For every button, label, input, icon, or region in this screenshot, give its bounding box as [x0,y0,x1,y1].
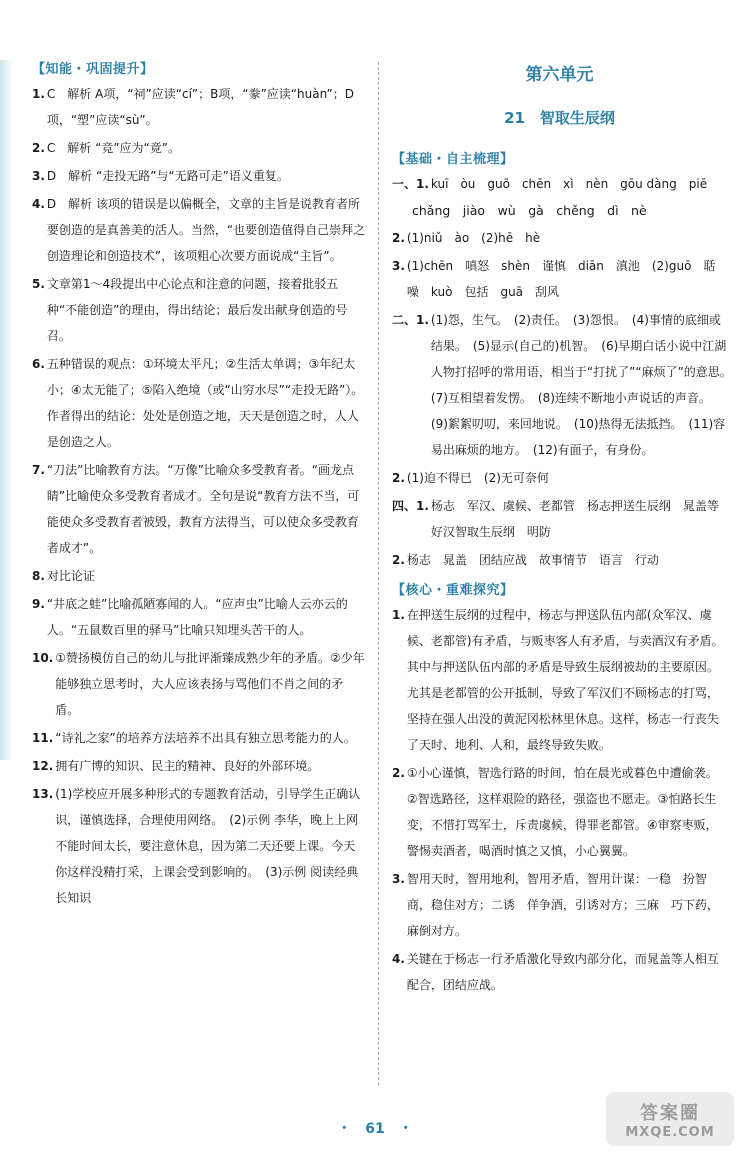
answer-text: (1)迫不得已 (2)无可奈何 [406,471,549,485]
watermark-url: MXQE.COM [625,1124,715,1140]
basics-answer-list [392,225,738,573]
answer-text: D 解析 “走投无路”与“无路可走”语义重复。 [46,169,289,183]
answer-text: 杨志 晁盖 团结应战 故事情节 语言 行动 [406,553,659,567]
answer-text: (1)chēn 嗔怒 shèn 谨慎 diān 滇池 (2)guō 聒噪 kuò 包括 guā 刮风 [406,259,716,299]
answer-item [32,591,367,643]
answer-number: 一、1. [392,177,429,191]
answer-number: 2. [32,141,45,155]
answer-item [32,781,367,911]
answer-text: 五种错误的观点：①环境太平凡；②生活太单调；③年纪太小；④太无能了；⑤陷入绝境（或“山穷水尽”“走投无路”）。作者得出的结论：处处是创造之地，天天是创造之时，人人是创造之人。 [46,357,364,449]
answer-number: 1. [392,608,405,622]
answer-text: 杨志 军汉、虞候、老都管 杨志押送生辰纲 晁盖等好汉智取生辰纲 明防 [430,499,719,539]
answer-text: “井底之蛙”比喻孤陋寡闻的人。“应声虫”比喻人云亦云的人。“五鼠数百里的驿马”比喻只知埋头苦干的人。 [46,597,348,637]
answer-text: “诗礼之家”的培养方法培养不出具有独立思考能力的人。 [55,731,356,745]
answer-item [392,602,727,758]
answer-item [392,225,727,251]
answer-item [32,163,367,189]
pinyin-line: kuī òu guō chēn xì nèn gōu dàng piē [430,177,708,191]
section-header-basics: 【基础・自主梳理】 [392,152,514,167]
answer-number: 3. [392,259,405,273]
answer-item [32,563,367,589]
left-answer-list [32,81,367,911]
answer-item [32,725,367,751]
answer-text: (1)怨，生气。 (2)责任。 (3)怨恨。 (4)事情的底细或结果。 (5)显示(自己的)机智。 (6)早期白话小说中江湖人物打招呼的常用语，相当于“打扰了”“麻烦了”的意思。 (7)互相望着发愣。 (8)连续不断地小声说话的声音。 (9)絮絮叨叨，来回地说。 (10)热得无法抵挡。 (11)容易出麻烦的地方。 (12)有面子，有身份。 [430,313,738,457]
page-edge-shadow [0,60,14,760]
lesson-title: 21 智取生辰纲 [504,109,615,127]
answer-number: 二、1. [392,313,429,327]
column-divider [378,62,379,1085]
answer-text: 文章第1～4段提出中心论点和注意的问题，接着批驳五种“不能创造”的理由，得出结论；最后发出献身创造的号召。 [46,277,348,343]
core-answer-list [392,602,727,998]
answer-number: 12. [32,759,54,773]
answer-number: 3. [32,169,45,183]
answer-text: 对比论证 [46,569,95,583]
answer-item [392,465,727,491]
answer-item [32,351,367,455]
section-header-core: 【核心・重难探究】 [392,583,514,598]
page-number: ・ 61 ・ [337,1121,413,1137]
answer-text: 在押送生辰纲的过程中，杨志与押送队伍内部(众军汉、虞候、老都管)有矛盾，与贩枣客人有矛盾，与卖酒汉有矛盾。其中与押送队伍内部的矛盾是导致生辰纲被劫的主要原因。尤其是老都管的公开抵制，导致了军汉们不顾杨志的打骂，坚持在强人出没的黄泥冈松林里休息。这样，杨志一行丧失了天时、地利、人和，最终导致失败。 [406,608,724,752]
answer-item [32,135,367,161]
answer-number: 3. [392,872,405,886]
answer-number: 四、1. [392,499,429,513]
answer-number: 5. [32,277,45,291]
right-column [392,58,738,1000]
answer-item [32,191,367,269]
answer-number: 9. [32,597,45,611]
answer-number: 1. [32,87,45,101]
answer-item [392,946,727,998]
answer-number: 6. [32,357,45,371]
unit-title: 第六单元 [525,65,594,85]
answer-item [392,547,727,573]
answer-text: ①小心谨慎，智选行路的时间，怕在晨光或暮色中遭偷袭。②智选路径，这样艰险的路径，强盗也不愿走。③怕路长生变，不惜打骂军士，斥责虞候，得罪老都管。④审察枣贩，警惕卖酒者，喝酒时慎之又慎，小心翼翼。 [406,766,718,858]
pinyin-line: chǎng jiào wù gà chěng dì nè [412,203,647,218]
answer-number: 2. [392,471,405,485]
answer-item [32,457,367,561]
answer-item [32,271,367,349]
answer-text: (1)学校应开展多种形式的专题教育活动，引导学生正确认识，谨慎选择，合理使用网络。 (2)示例 李华，晚上上网不能时间太长，要注意休息，因为第二天还要上课。今天你这样没精打采，上课会受到影响的。 (3)示例 阅读经典长知识 [55,787,361,905]
answer-item [32,645,367,723]
answer-text: “刀法”比喻教育方法。“万像”比喻众多受教育者。“画龙点睛”比喻使众多受教育者成才。全句是说“教育方法不当，可能使众多受教育者被毁，教育方法得当，可以使众多受教育者成才”。 [46,463,360,555]
answer-item [32,753,367,779]
answer-number: 8. [32,569,45,583]
answer-text: ①赞扬模仿自己的幼儿与批评渐臻成熟少年的矛盾。②少年能够独立思考时，大人应该表扬与骂他们不肖之间的矛盾。 [55,651,365,717]
answer-number: 4. [392,952,405,966]
answer-text: D 解析 该项的错误是以偏概全，文章的主旨是说教育者所要创造的是真善美的活人。当然，“也要创造值得自己崇拜之创造理论和创造技术”，该项粗心次要方面说成“主旨”。 [46,197,366,263]
answer-number: 7. [32,463,45,477]
section-header-consolidation: 【知能・巩固提升】 [32,62,154,77]
answer-text: 智用天时，智用地利，智用矛盾，智用计谋：一稳 扮智商，稳住对方；二诱 佯争酒，引诱对方；三麻 巧下药，麻倒对方。 [406,872,719,938]
answer-text: 拥有广博的知识、民主的精神、良好的外部环境。 [55,759,320,773]
answer-number: 2. [392,231,405,245]
answer-item-pinyin [392,171,727,197]
answer-text: C 解析 “竞”应为“竟”。 [46,141,180,155]
answer-text: 关键在于杨志一行矛盾激化导致内部分化，而晁盖等人相互配合，团结应战。 [406,952,719,992]
watermark-text: 答案圈 [640,1102,700,1124]
left-column [32,58,367,913]
answer-text: (1)niǔ ào (2)hē hè [406,231,541,245]
answer-number: 11. [32,731,54,745]
answer-item [392,866,727,944]
answer-number: 10. [32,651,54,665]
answer-number: 13. [32,787,54,801]
answer-text: C 解析 A项，“祠”应读“cí”；B项，“豢”应读“huàn”；D项，“塑”应读“sù”。 [46,87,354,127]
answer-number: 2. [392,766,405,780]
answer-number: 4. [32,197,45,211]
watermark-logo [606,1092,734,1146]
answer-item [32,81,367,133]
answer-item [392,760,727,864]
answer-item [392,253,727,305]
answer-number: 2. [392,553,405,567]
answer-item [392,493,727,545]
answer-item [392,307,738,463]
